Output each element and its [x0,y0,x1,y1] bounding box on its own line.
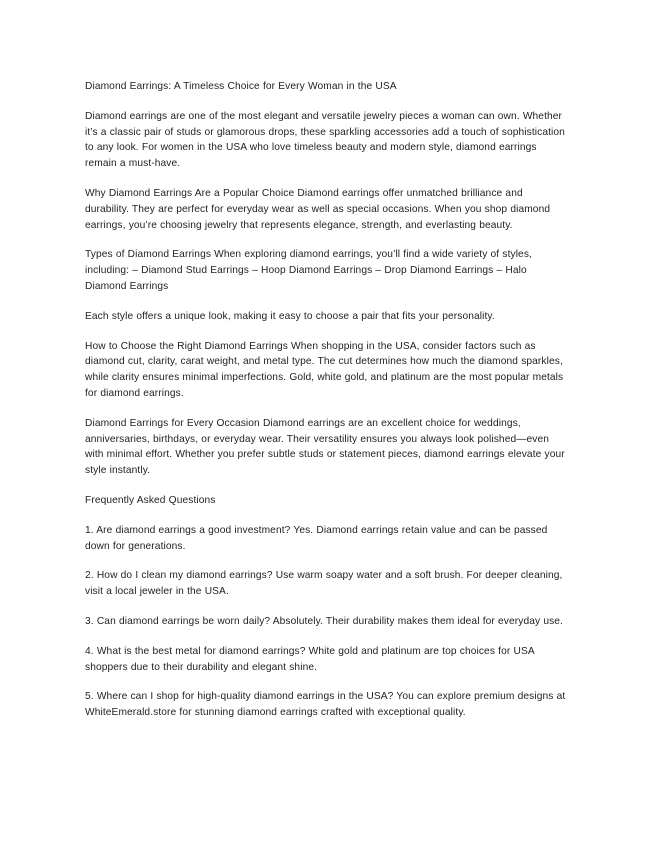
paragraph-why-popular: Why Diamond Earrings Are a Popular Choice Diamond earrings offer unmatched brilliance and durability. They are perfect for everyday wear as well as special occasions. When you shop diamond earrings, you’re choosing jewelry that represents elegance, strength, and everlasting beauty. [85,187,551,231]
faq-item-5: 5. Where can I shop for high-quality diamond earrings in the USA? You can explore premium designs at WhiteEmerald.store for stunning diamond earrings crafted with exceptional quality. [85,691,566,719]
paragraph-intro: Diamond earrings are one of the most elegant and versatile jewelry pieces a woman can own. Whether it’s a classic pair of studs or glamorous drops, these sparkling accessories add a touch of sophistication to any look. For women in the USA who love timeless beauty and modern style, diamond earrings remain a must-have. [85,110,565,170]
paragraph-every-occasion: Diamond Earrings for Every Occasion Diamond earrings are an excellent choice for weddings, anniversaries, birthdays, or everyday wear. Their versatility ensures you always look polished—even with minimal effort. Whether you prefer subtle studs or statement pieces, diamond earrings elevate your style instantly. [85,417,565,477]
paragraph-types: Types of Diamond Earrings When exploring diamond earrings, you’ll find a wide variety of styles, including: – Diamond Stud Earrings – Hoop Diamond Earrings – Drop Diamond Earrings – Halo Diamond Earrings [85,249,532,292]
document-body [85,79,569,721]
paragraph-how-to-choose: How to Choose the Right Diamond Earrings When shopping in the USA, consider factors such as diamond cut, clarity, carat weight, and metal type. The cut determines how much the diamond sparkles, while clarity ensures minimal imperfections. Gold, white gold, and platinum are the most popular metals for diamond earrings. [85,340,564,399]
paragraph-each-style: Each style offers a unique look, making it easy to choose a pair that fits your personality. [85,310,495,322]
faq-item-3: 3. Can diamond earrings be worn daily? Absolutely. Their durability makes them ideal for everyday use. [85,615,563,627]
faq-item-1: 1. Are diamond earrings a good investment? Yes. Diamond earrings retain value and can be passed down for generations. [85,524,548,552]
faq-item-2: 2. How do I clean my diamond earrings? Use warm soapy water and a soft brush. For deeper cleaning, visit a local jeweler in the USA. [85,570,563,598]
faq-item-4: 4. What is the best metal for diamond earrings? White gold and platinum are top choices for USA shoppers due to their durability and elegant shine. [85,645,535,673]
page-title: Diamond Earrings: A Timeless Choice for Every Woman in the USA [85,81,397,92]
faq-section-heading: Frequently Asked Questions [85,494,216,506]
